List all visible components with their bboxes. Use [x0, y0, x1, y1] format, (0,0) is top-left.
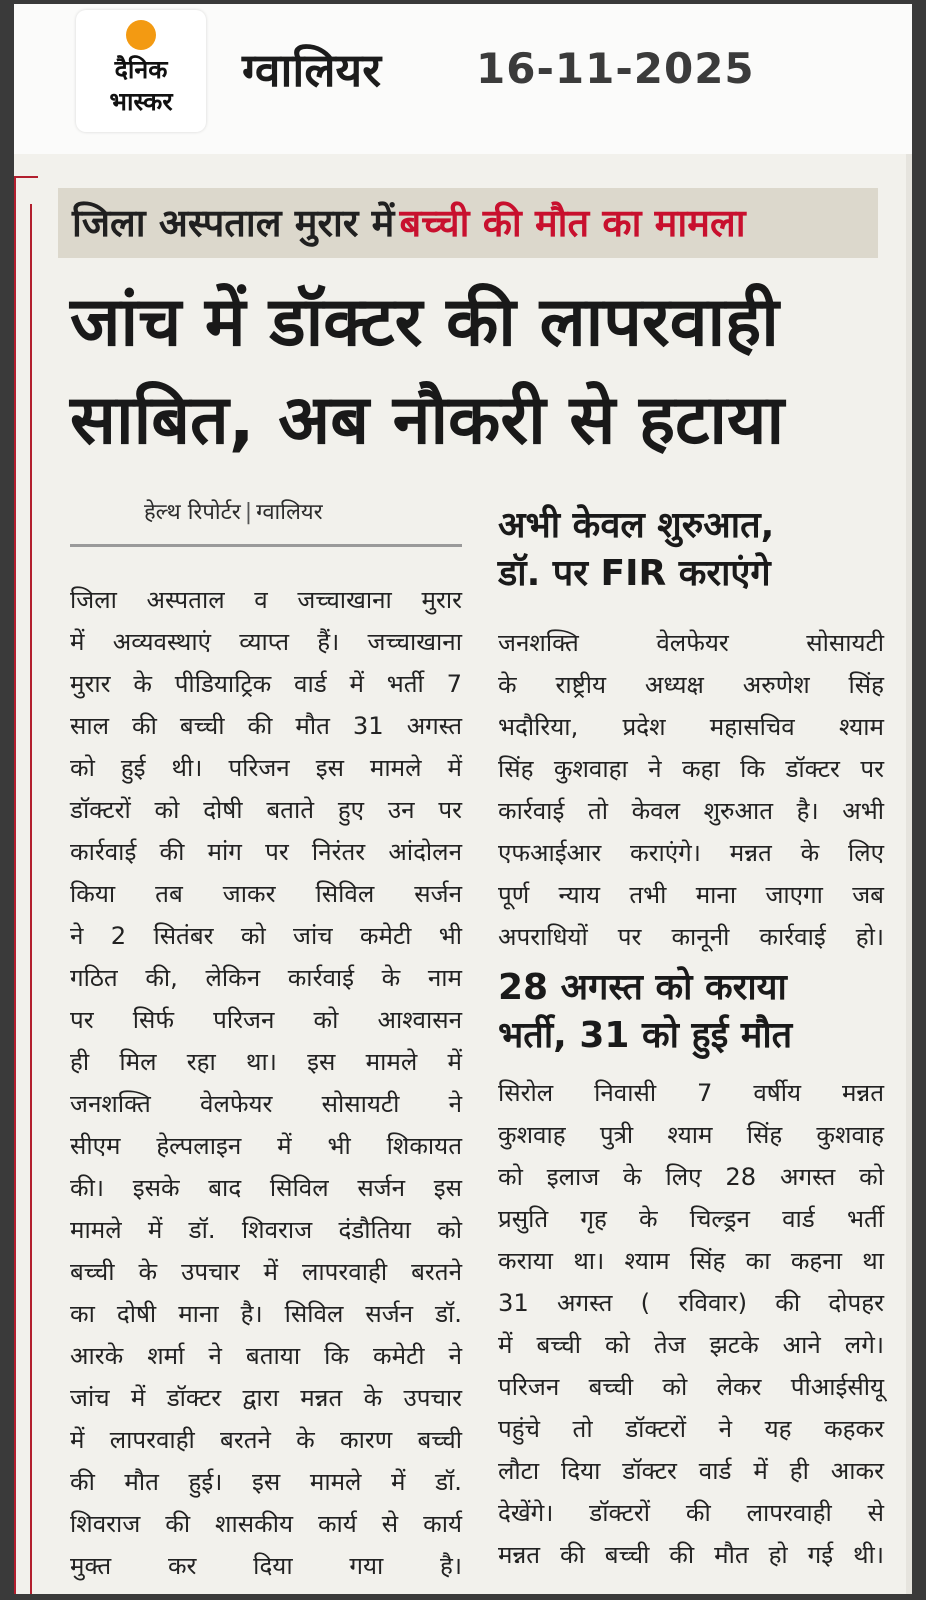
body-text-line: जांच में डॉक्टर द्वारा मन्नत के उपचार — [70, 1384, 462, 1412]
article-body-left — [70, 579, 462, 1587]
sun-icon — [126, 20, 156, 50]
subheading-fir — [498, 502, 898, 598]
edition-date: 16-11-2025 — [476, 44, 755, 93]
body-text-line: मुक्त कर दिया गया है। — [70, 1552, 462, 1580]
body-text-line: किया तब जाकर सिविल सर्जन — [70, 880, 462, 908]
body-text-line: सिंह कुशवाहा ने कहा कि डॉक्टर पर — [498, 755, 884, 783]
kicker-black-text: जिला अस्पताल मुरार में — [72, 201, 395, 245]
byline — [144, 496, 323, 526]
edition-city: ग्वालियर — [242, 43, 382, 97]
body-text-line: कुशवाह पुत्री श्याम सिंह कुशवाह — [498, 1121, 884, 1149]
byline-separator: | — [244, 500, 253, 525]
article-body-right-bottom — [498, 1072, 884, 1576]
article-headline — [70, 274, 900, 470]
subheading-admission — [498, 964, 898, 1060]
body-text-line: एफआईआर कराएंगे। मन्नत के लिए — [498, 839, 884, 867]
subheading-line: अभी केवल शुरुआत, — [498, 505, 775, 546]
body-text-line: में लापरवाही बरतने के कारण बच्ची — [70, 1426, 462, 1454]
headline-line: साबित, अब नौकरी से हटाया — [70, 381, 785, 460]
body-text-line: पहुंचे तो डॉक्टरों ने यह कहकर — [498, 1415, 884, 1443]
page-edge-shadow — [906, 154, 912, 1594]
body-text-line: की मौत हुई। इस मामले में डॉ. — [70, 1468, 462, 1496]
body-text-line: डॉक्टरों को दोषी बताते हुए उन पर — [70, 796, 462, 824]
body-text-line: के राष्ट्रीय अध्यक्ष अरुणेश सिंह — [498, 671, 884, 699]
column-border-outer — [14, 176, 16, 1594]
body-text-line: में अव्यवस्थाएं व्याप्त हैं। जच्चाखाना — [70, 628, 462, 656]
article-body-right-top — [498, 622, 884, 958]
body-text-line: शिवराज की शासकीय कार्य से कार्य — [70, 1510, 462, 1538]
body-text-line: को इलाज के लिए 28 अगस्त को — [498, 1163, 884, 1191]
body-text-line: देखेंगे। डॉक्टरों की लापरवाही से — [498, 1499, 884, 1527]
body-text-line: कार्रवाई तो केवल शुरुआत है। अभी — [498, 797, 884, 825]
body-text-line: अपराधियों पर कानूनी कार्रवाई हो। — [498, 923, 884, 951]
body-text-line: का दोषी माना है। सिविल सर्जन डॉ. — [70, 1300, 462, 1328]
logo-text-line1: दैनिक — [114, 55, 168, 84]
body-text-line: प्रसुति गृह के चिल्ड्रन वार्ड भर्ती — [498, 1205, 884, 1233]
body-text-line: कार्रवाई की मांग पर निरंतर आंदोलन — [70, 838, 462, 866]
kicker-red-text: बच्ची की मौत का मामला — [399, 201, 746, 245]
body-text-line: परिजन बच्ची को लेकर पीआईसीयू — [498, 1373, 884, 1401]
body-text-line: गठित की, लेकिन कार्रवाई के नाम — [70, 964, 462, 992]
body-text-line: की। इसके बाद सिविल सर्जन इस — [70, 1174, 462, 1202]
body-text-line: साल की बच्ची की मौत 31 अगस्त — [70, 712, 462, 740]
body-text-line: ने 2 सितंबर को जांच कमेटी भी — [70, 922, 462, 950]
body-text-line: को हुई थी। परिजन इस मामले में — [70, 754, 462, 782]
body-text-line: मन्नत की बच्ची की मौत हो गई थी। — [498, 1541, 884, 1569]
newspaper-logo — [76, 10, 206, 132]
body-text-line: जनशक्ति वेलफेयर सोसायटी — [498, 629, 884, 657]
byline-reporter: हेल्थ रिपोर्टर — [144, 500, 241, 525]
body-text-line: पर सिर्फ परिजन को आश्वासन — [70, 1006, 462, 1034]
headline-line: जांच में डॉक्टर की लापरवाही — [70, 283, 779, 362]
body-text-line: मुरार के पीडियाट्रिक वार्ड में भर्ती 7 — [70, 670, 462, 698]
body-text-line: ही मिल रहा था। इस मामले में — [70, 1048, 462, 1076]
body-text-line: 31 अगस्त ( रविवार) की दोपहर — [498, 1289, 884, 1317]
body-text-line: पूर्ण न्याय तभी माना जाएगा जब — [498, 881, 884, 909]
byline-divider — [70, 544, 462, 547]
body-text-line: भदौरिया, प्रदेश महासचिव श्याम — [498, 713, 884, 741]
body-text-line: लौटा दिया डॉक्टर वार्ड में ही आकर — [498, 1457, 884, 1485]
body-text-line: में बच्ची को तेज झटके आने लगे। — [498, 1331, 884, 1359]
body-text-line: जनशक्ति वेलफेयर सोसायटी ने — [70, 1090, 462, 1118]
column-border-inner — [30, 204, 32, 1594]
body-text-line: बच्ची के उपचार में लापरवाही बरतने — [70, 1258, 462, 1286]
article-kicker — [58, 188, 878, 258]
subheading-line: डॉ. पर FIR कराएंगे — [498, 553, 771, 594]
masthead — [14, 4, 912, 154]
body-text-line: सीएम हेल्पलाइन में भी शिकायत — [70, 1132, 462, 1160]
body-text-line: कराया था। श्याम सिंह का कहना था — [498, 1247, 884, 1275]
body-text-line: सिरोल निवासी 7 वर्षीय मन्नत — [498, 1079, 884, 1107]
logo-text-line2: भास्कर — [109, 87, 173, 116]
newspaper-clipping — [14, 4, 912, 1594]
body-text-line: जिला अस्पताल व जच्चाखाना मुरार — [70, 586, 462, 614]
subheading-line: भर्ती, 31 को हुई मौत — [498, 1015, 793, 1056]
body-text-line: आरके शर्मा ने बताया कि कमेटी ने — [70, 1342, 462, 1370]
body-text-line: मामले में डॉ. शिवराज दंडौतिया को — [70, 1216, 462, 1244]
byline-city: ग्वालियर — [256, 500, 323, 525]
column-border-top — [14, 176, 38, 178]
subheading-line: 28 अगस्त को कराया — [498, 967, 787, 1008]
